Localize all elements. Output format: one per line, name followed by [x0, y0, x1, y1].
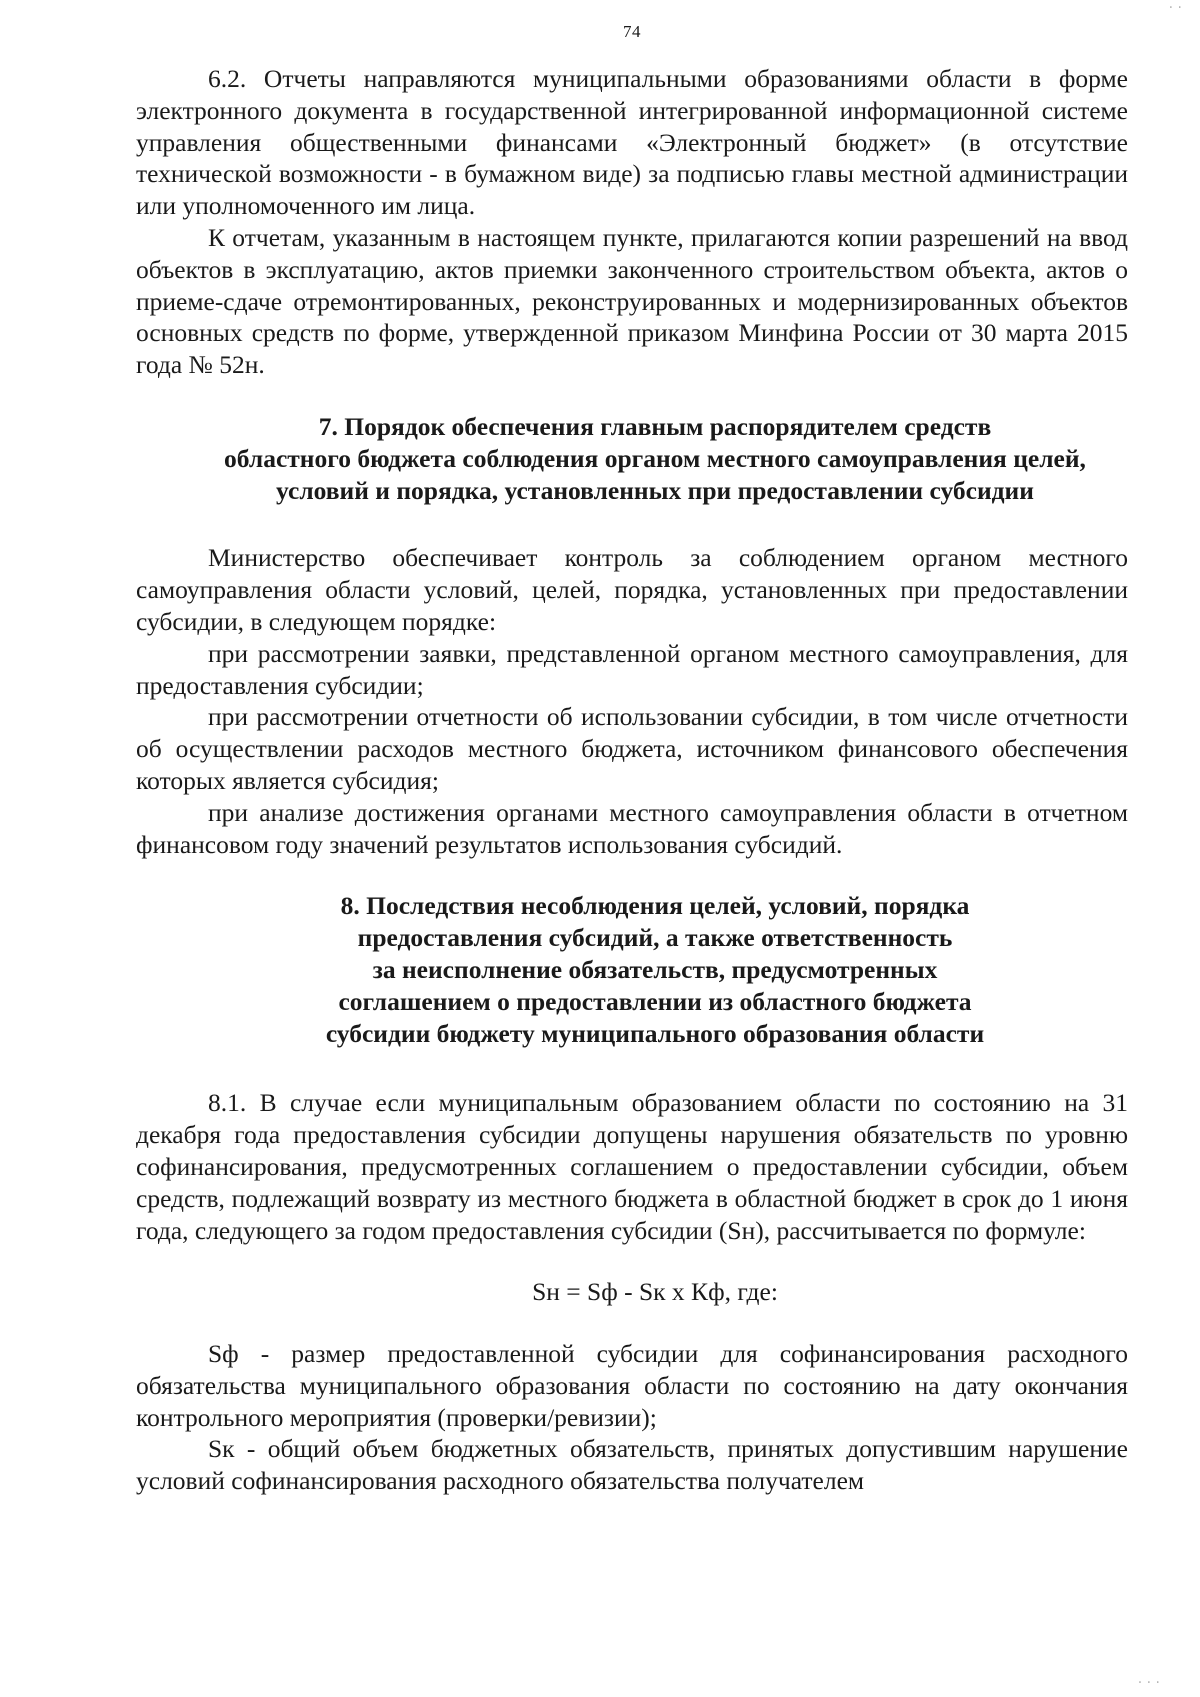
scan-edge-mark-top: · ·	[1168, 0, 1182, 16]
section-7-intro: Министерство обеспечивает контроль за соблюдением органом местного самоуправления области условий, целей, порядка, установленных при предоставлении субсидии, в следующем порядке:	[136, 543, 1128, 636]
section-8-body	[136, 1087, 1128, 1497]
paragraph-6-2: 6.2. Отчеты направляются муниципальными образованиями области в форме электронного документа в государственной интегрированной информационной системе управления общественными финансами «Электронный бюджет» (в отсутствие технической возможности - в бумажном виде) за подписью главы местной администрации или уполномоченного им лица.	[136, 64, 1128, 221]
definition-sf: Sф - размер предоставленной субсидии для софинансирования расходного обязательства муниципального образования области по состоянию на дату окончания контрольного мероприятия (проверки/ревизии);	[136, 1339, 1128, 1432]
paragraph-8-1: 8.1. В случае если муниципальным образованием области по состоянию на 31 декабря года предоставления субсидии допущены нарушения обязательств по уровню софинансирования, предусмотренных соглашением о предоставлении субсидии, объем средств, подлежащий возврату из местного бюджета в областной бюджет в срок до 1 июня года, следующего за годом предоставления субсидии (Sн), рассчитывается по формуле:	[136, 1088, 1128, 1245]
control-item: при рассмотрении отчетности об использовании субсидии, в том числе отчетности об осуществлении расходов местного бюджета, источником финансового обеспечения которых является субсидия;	[136, 702, 1128, 795]
page-number: 74	[623, 22, 641, 41]
heading-line: условий и порядка, установленных при предоставлении субсидии	[276, 475, 1034, 505]
definition-sk: Sк - общий объем бюджетных обязательств, принятых допустившим нарушение условий софинансирования расходного обязательства получателем	[136, 1434, 1128, 1496]
paragraph-attachments: К отчетам, указанным в настоящем пункте, прилагаются копии разрешений на ввод объектов в эксплуатацию, актов приемки законченного строительством объекта, актов о приеме-сдаче отремонтированных, реконструированных и модернизированных объектов основных средств по форме, утвержденной приказом Минфина России от 30 марта 2015 года № 52н.	[136, 222, 1128, 380]
section-7-body	[136, 542, 1128, 860]
heading-line: соглашением о предоставлении из областного бюджета	[338, 986, 972, 1016]
page-content	[136, 63, 1128, 1497]
control-item: при анализе достижения органами местного самоуправления области в отчетном финансовом году значений результатов использования субсидий.	[136, 797, 1128, 859]
heading-line: субсидии бюджету муниципального образования области	[325, 1018, 985, 1048]
document-page	[136, 0, 1128, 1697]
scan-edge-mark-bottom: · · ·	[1137, 1675, 1160, 1691]
heading-line: предоставления субсидий, а также ответственность	[357, 923, 953, 953]
control-item: при рассмотрении заявки, представленной органом местного самоуправления, для предоставления субсидии;	[136, 638, 1128, 700]
section-7-heading	[136, 411, 1128, 506]
section-8-heading	[136, 890, 1128, 1049]
heading-line: 8. Последствия несоблюдения целей, условий, порядка	[340, 891, 970, 921]
heading-line: за неисполнение обязательств, предусмотренных	[372, 954, 938, 984]
heading-line: 7. Порядок обеспечения главным распорядителем средств	[318, 411, 992, 441]
heading-line: областного бюджета соблюдения органом местного самоуправления целей,	[224, 443, 1086, 473]
formula: Sн = Sф - Sк х Кф, где:	[532, 1277, 778, 1307]
